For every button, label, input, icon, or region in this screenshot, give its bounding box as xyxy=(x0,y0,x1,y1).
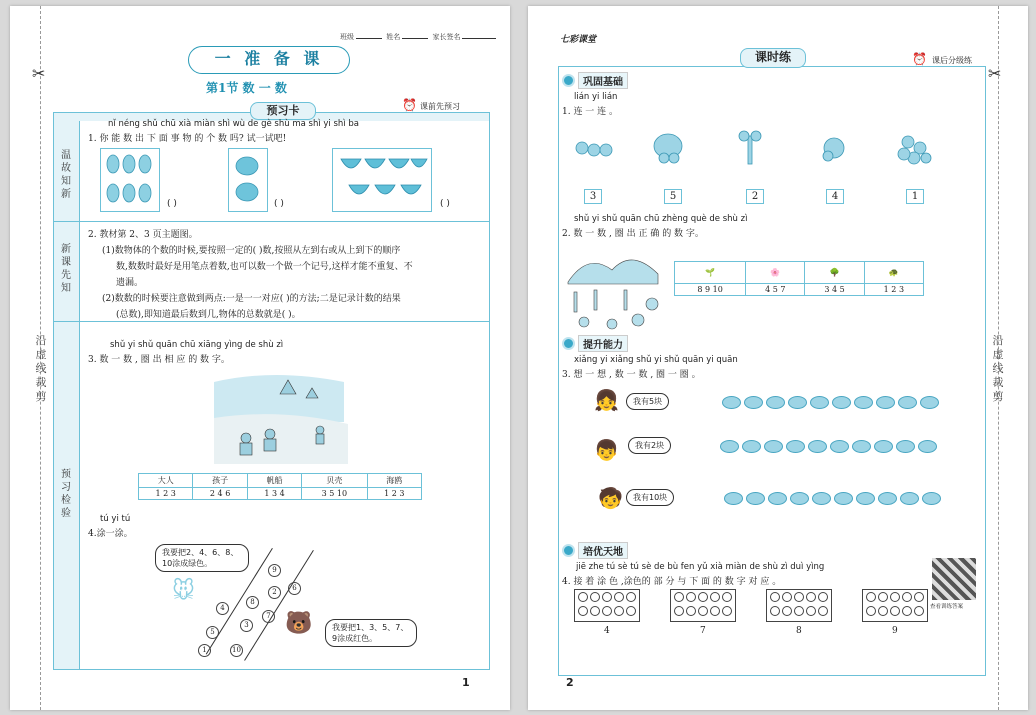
scissors-icon: ✂ xyxy=(988,64,1002,83)
circle-9[interactable]: 9 xyxy=(268,564,281,577)
q2-sprout-icon: 🌱 xyxy=(675,262,746,284)
section-dot-icon xyxy=(562,74,575,87)
q4-pinyin: tú yi tú xyxy=(100,514,131,524)
q2-tree-icon: 🌳 xyxy=(805,262,864,284)
circle-2[interactable]: 2 xyxy=(268,586,281,599)
coin-row-1 xyxy=(722,394,942,413)
lesson-banner: 一 准 备 课 xyxy=(188,46,350,74)
exercise-banner: 课时练 xyxy=(740,48,806,68)
q3-header-child: 孩子 xyxy=(193,474,247,488)
q3-cell-shell[interactable]: 3 5 10 xyxy=(302,488,367,500)
side-label-check: 预习检验 xyxy=(61,469,71,519)
circle-10[interactable]: 10 xyxy=(230,644,243,657)
page-number: 1 xyxy=(462,676,470,689)
scissors-icon: ✂ xyxy=(32,64,46,83)
q1-pinyin: lián yi lián xyxy=(574,92,618,102)
mouse-icon: 🐭 xyxy=(172,579,195,604)
q3-cell-child[interactable]: 2 4 6 xyxy=(193,488,247,500)
q3-pinyin: xiǎng yi xiǎng shǔ yi shǔ quān yi quān xyxy=(574,355,738,365)
qr-code-icon[interactable] xyxy=(932,558,976,600)
circle-7[interactable]: 7 xyxy=(262,610,275,623)
q3-cell-adult[interactable]: 1 2 3 xyxy=(139,488,193,500)
page-number: 2 xyxy=(566,676,574,689)
bubble-10: 我有10块 xyxy=(626,489,674,506)
circle-8[interactable]: 8 xyxy=(246,596,259,609)
brand-logo: 七彩课堂 xyxy=(560,35,597,45)
q4-text: 4.涂一涂。 xyxy=(88,529,133,539)
q3-header-adult: 大人 xyxy=(139,474,193,488)
q1-answer-1[interactable]: ( ) xyxy=(167,199,177,209)
speech-bubble-red: 我要把1、3、5、7、9涂成红色。 xyxy=(325,619,417,647)
circle-4[interactable]: 4 xyxy=(216,602,229,615)
q2-title: 2. 教材第 2、3 页主题图。 xyxy=(88,230,198,240)
side-label-new: 新课先知 xyxy=(61,244,71,294)
qr-caption: 查看训练答案 xyxy=(930,604,964,610)
q2-line-2: 数,数数时最好是用笔点着数,也可以数一个做一个记号,这样才能不重复、不 xyxy=(116,262,413,272)
q1-pictures xyxy=(572,128,952,168)
q1-answer-2[interactable]: ( ) xyxy=(274,199,284,209)
ten-frame[interactable] xyxy=(670,589,736,622)
q2-line-5: (总数),即知道最后数到几,物体的总数就是( )。 xyxy=(116,310,301,320)
section-dot-icon xyxy=(562,337,575,350)
q2-pinyin: shǔ yi shǔ quān chū zhèng què de shù zì xyxy=(574,214,748,224)
bear-icon: 🐻 xyxy=(285,611,313,636)
q2-text: 2. 数 一 数 , 圈 出 正 确 的 数 字。 xyxy=(562,229,704,239)
side-label-review: 温故知新 xyxy=(61,150,71,200)
q3-text: 3. 想 一 想 , 数 一 数 , 圈 一 圈 。 xyxy=(562,370,701,380)
q1-number-box[interactable]: 4 xyxy=(826,189,844,204)
cut-text: 沿虚线裁剪 xyxy=(35,334,47,403)
ten-frame[interactable] xyxy=(574,589,640,622)
q2-turtle-icon: 🐢 xyxy=(864,262,923,284)
coin-row-3 xyxy=(724,490,944,509)
q2-line-1: (1)数物体的个数的时候,要按照一定的( )数,按照从左到右或从上到下的顺序 xyxy=(102,246,401,256)
section-title: 第1节 数 一 数 xyxy=(206,81,287,95)
clock-icon: ⏰ xyxy=(912,52,927,66)
q1-text: 1. 连 一 连 。 xyxy=(562,107,619,117)
q3-header-gull: 海鸥 xyxy=(367,474,421,488)
circle-3[interactable]: 3 xyxy=(240,619,253,632)
q4-text: 4. 接 着 涂 色 ,涂色的 部 分 与 下 面 的 数 字 对 应 。 xyxy=(562,577,782,587)
q1-number-box[interactable]: 3 xyxy=(584,189,602,204)
section-basics: 巩固基础 xyxy=(562,73,628,88)
q4-number: 7 xyxy=(700,626,706,636)
clock-icon: ⏰ xyxy=(402,98,417,112)
card-title: 预习卡 xyxy=(250,102,316,120)
circle-6[interactable]: 6 xyxy=(288,582,301,595)
leaf-picture xyxy=(228,148,268,212)
boy-icon: 👦 xyxy=(594,438,619,462)
q2-cell[interactable]: 3 4 5 xyxy=(805,284,864,296)
q1-text: 1. 你 能 数 出 下 面 事 物 的 个 数 吗? 试一试吧! xyxy=(88,134,287,144)
bubble-2: 我有2块 xyxy=(628,437,671,454)
coin-row-2 xyxy=(720,438,940,457)
ten-frame[interactable] xyxy=(766,589,832,622)
garden-picture xyxy=(564,242,662,334)
q2-line-3: 遗漏。 xyxy=(116,278,144,288)
circle-1[interactable]: 1 xyxy=(198,644,211,657)
exercise-tag: 课后分级练 xyxy=(932,56,972,65)
q2-cell[interactable]: 1 2 3 xyxy=(864,284,923,296)
q3-header-sailboat: 帆船 xyxy=(247,474,301,488)
ten-frame[interactable] xyxy=(862,589,928,622)
q3-pinyin: shǔ yi shǔ quān chū xiāng yìng de shù zì xyxy=(110,340,284,350)
cut-text: 沿虚线裁剪 xyxy=(992,334,1004,403)
q4-number: 9 xyxy=(892,626,898,636)
q2-cell[interactable]: 8 9 10 xyxy=(675,284,746,296)
q1-answer-3[interactable]: ( ) xyxy=(440,199,450,209)
section-dot-icon xyxy=(562,544,575,557)
q2-table xyxy=(674,261,924,296)
q3-table xyxy=(138,473,422,500)
speech-bubble-green: 我要把2、4、6、8、10涂成绿色。 xyxy=(155,544,249,572)
q1-pinyin: nǐ néng shǔ chū xià miàn shì wù de gè shù ma shì yi shì ba xyxy=(108,119,359,129)
q3-cell-sailboat[interactable]: 1 3 4 xyxy=(247,488,301,500)
watermelon-picture xyxy=(332,148,432,212)
page-left xyxy=(10,6,510,710)
q1-number-box[interactable]: 1 xyxy=(906,189,924,204)
circle-5[interactable]: 5 xyxy=(206,626,219,639)
card-tag: 课前先预习 xyxy=(420,102,460,111)
q3-text: 3. 数 一 数 , 圈 出 相 应 的 数 字。 xyxy=(88,355,230,365)
bubble-5: 我有5块 xyxy=(626,393,669,410)
q2-cell[interactable]: 4 5 7 xyxy=(746,284,805,296)
section-improve: 提升能力 xyxy=(562,336,628,351)
section-advanced: 培优天地 xyxy=(562,543,628,558)
q1-number-box[interactable]: 5 xyxy=(664,189,682,204)
girl-icon: 👧 xyxy=(594,388,619,412)
q3-cell-gull[interactable]: 1 2 3 xyxy=(367,488,421,500)
q2-line-4: (2)数数的时候要注意做到两点:一是一一对应( )的方法;二是记录计数的结果 xyxy=(102,294,401,304)
child-icon: 🧒 xyxy=(598,486,623,510)
q4-number: 8 xyxy=(796,626,802,636)
header-fields: 班级 姓名 家长签名 xyxy=(340,32,498,42)
page-right xyxy=(528,6,1028,710)
q1-number-box[interactable]: 2 xyxy=(746,189,764,204)
pineapple-picture xyxy=(100,148,160,212)
q4-pinyin: jiē zhe tú sè tú sè de bù fen yǔ xià miàn de shù zì duì yìng xyxy=(576,562,825,572)
q3-header-shell: 贝壳 xyxy=(302,474,367,488)
beach-scene-picture xyxy=(210,368,350,466)
q2-flower-icon: 🌸 xyxy=(746,262,805,284)
q4-number: 4 xyxy=(604,626,610,636)
